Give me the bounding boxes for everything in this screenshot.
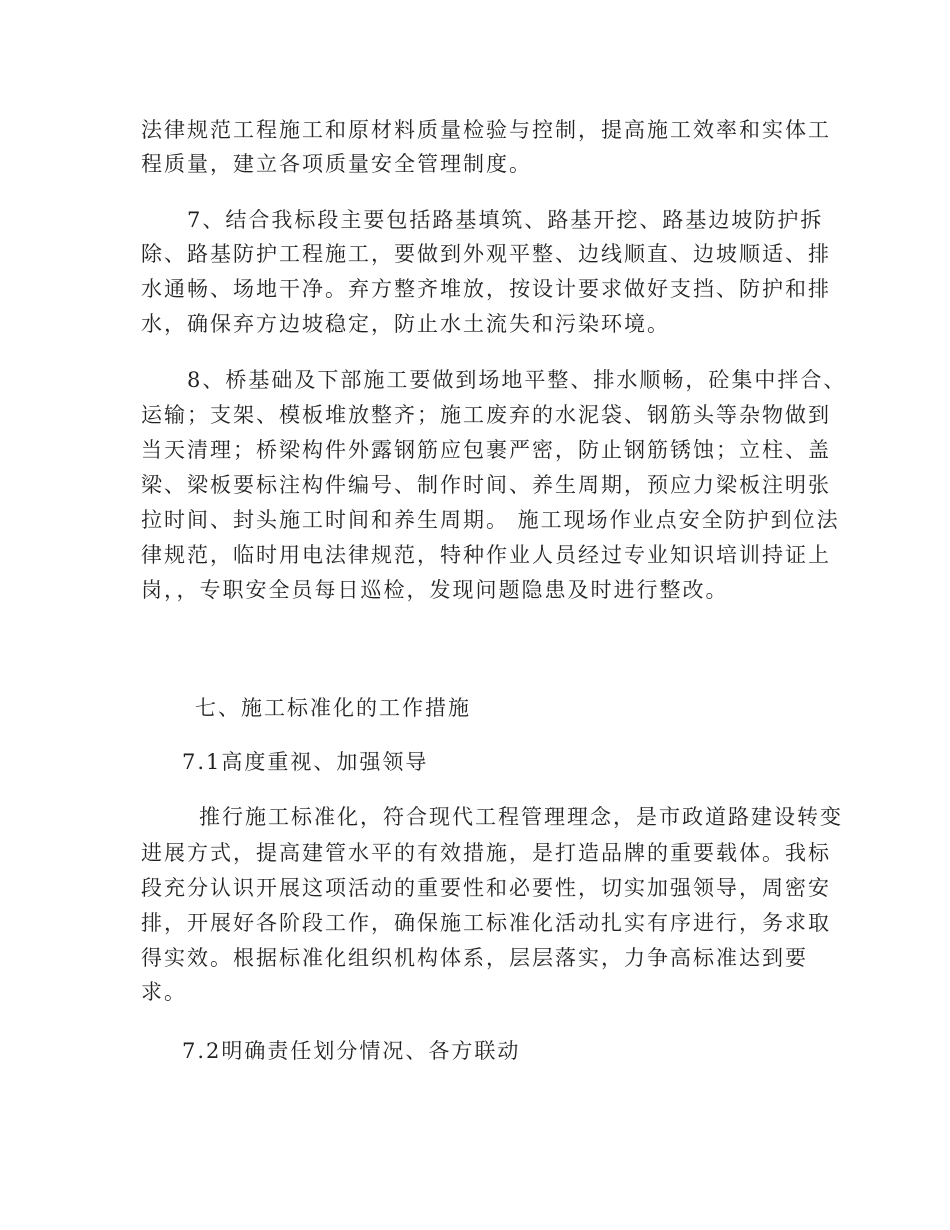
text-line: 段充分认识开展这项活动的重要性和必要性，切实加强领导，周密安: [141, 876, 831, 900]
text-line: 水，确保弃方边坡稳定，防止水土流失和污染环境。: [141, 312, 670, 336]
paragraph-7-start: 7、结合我标段主要包括路基填筑、路基开挖、路基边坡防护拆: [187, 208, 824, 232]
text-line: 除、路基防护工程施工，要做到外观平整、边线顺直、边坡顺适、排: [141, 242, 831, 266]
text-line: 程质量，建立各项质量安全管理制度。: [141, 152, 532, 176]
subsection-heading-7-1: 7.1高度重视、加强领导: [182, 750, 429, 774]
text-line: 运输；支架、模板堆放整齐；施工废弃的水泥袋、钢筋头等杂物做到: [141, 403, 831, 427]
text-line: 法律规范工程施工和原材料质量检验与控制，提高施工效率和实体工: [141, 118, 831, 142]
text-line: 拉时间、封头施工时间和养生周期。 施工现场作业点安全防护到位法: [141, 508, 840, 532]
paragraph-7-1-start: 推行施工标准化，符合现代工程管理理念，是市政道路建设转变: [199, 805, 843, 829]
text-line: 得实效。根据标准化组织机构体系，层层落实，力争高标准达到要: [141, 946, 808, 970]
text-line: 梁、梁板要标注构件编号、制作时间、养生周期，预应力梁板注明张: [141, 473, 831, 497]
text-line: 岗，，专职安全员每日巡检，发现问题隐患及时进行整改。: [141, 578, 729, 602]
text-line: 进展方式，提高建管水平的有效措施，是打造品牌的重要载体。我标: [141, 841, 831, 865]
subsection-heading-7-2: 7.2明确责任划分情况、各方联动: [182, 1039, 521, 1063]
text-line: 水通畅、场地干净。弃方整齐堆放，按设计要求做好支挡、防护和排: [141, 277, 831, 301]
paragraph-8-start: 8、桥基础及下部施工要做到场地平整、排水顺畅，砼集中拌合、: [187, 368, 847, 392]
text-line: 当天清理；桥梁构件外露钢筋应包裹严密，防止钢筋锈蚀；立柱、盖: [141, 438, 831, 462]
text-line: 求。: [141, 980, 187, 1004]
section-heading: 七、施工标准化的工作措施: [195, 696, 471, 720]
text-line: 律规范，临时用电法律规范，特种作业人员经过专业知识培训持证上: [141, 543, 831, 567]
text-line: 排，开展好各阶段工作，确保施工标准化活动扎实有序进行，务求取: [141, 911, 831, 935]
